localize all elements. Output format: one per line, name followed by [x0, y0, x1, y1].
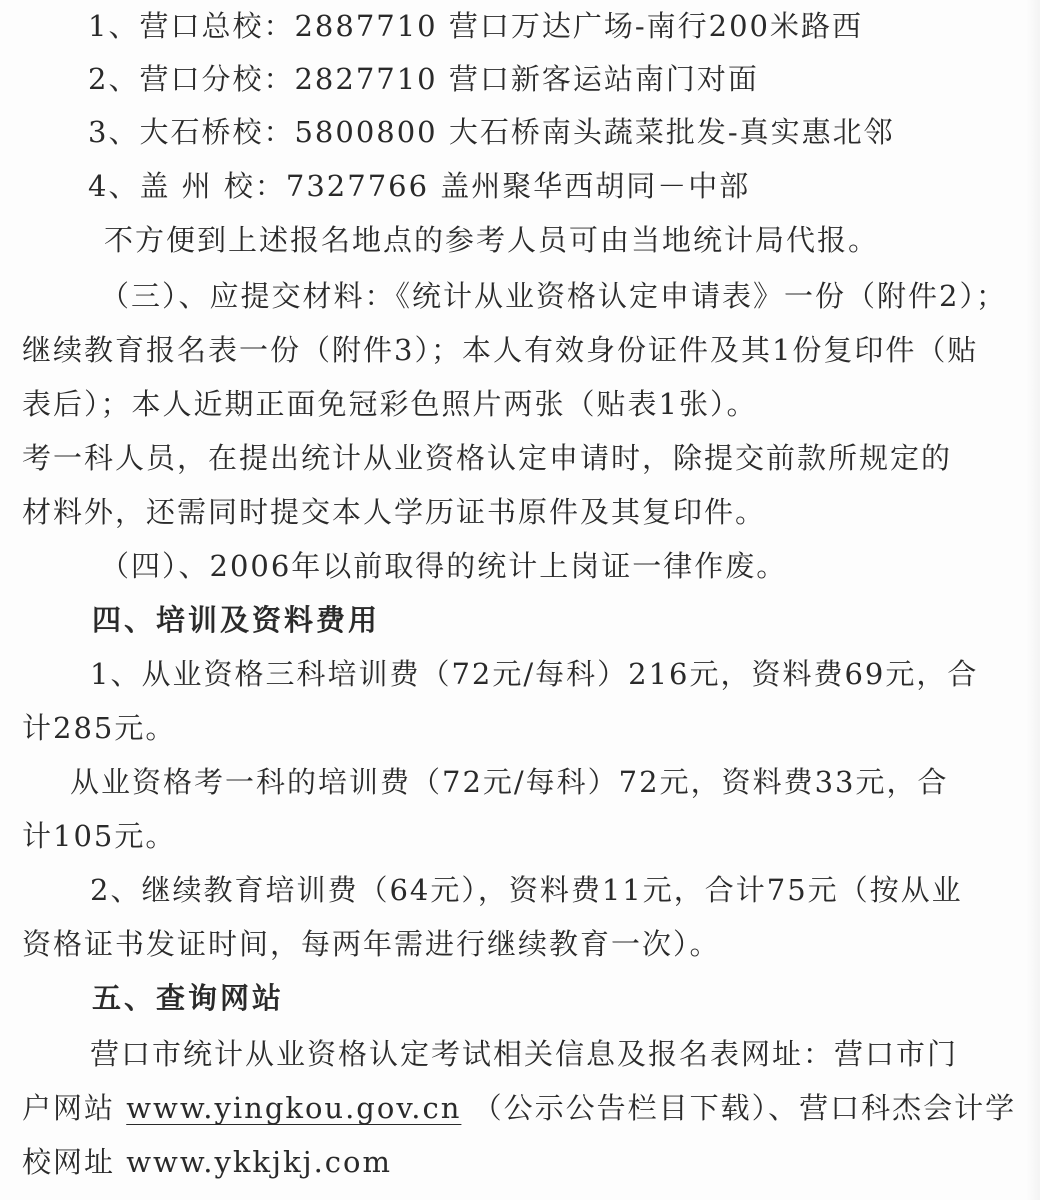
campus-phone: 2827710 [294, 62, 438, 96]
query-heading: 五、查询网站 [92, 981, 285, 1015]
campus-name: 营口分校： [139, 62, 295, 96]
campus-name: 盖 州 校： [139, 169, 286, 203]
registration-note: 不方便到上述报名地点的参考人员可由当地统计局代报。 [104, 223, 880, 257]
query-line-2-prefix: 户网站 [22, 1091, 116, 1125]
materials-line-2: 继续教育报名表一份（附件3）；本人有效身份证件及其1份复印件（贴 [22, 333, 979, 367]
fees-item-1b-line-2: 计105元。 [22, 819, 177, 853]
campus-address: 营口万达广场-南行200米路西 [448, 9, 863, 43]
fees-item-1b-line-1: 从业资格考一科的培训费（72元/每科）72元，资料费33元，合 [70, 765, 949, 799]
campus-item-1 [88, 0, 863, 53]
campus-phone: 2887710 [294, 9, 438, 43]
materials-line-4: 考一科人员，在提出统计从业资格认定申请时，除提交前款所规定的 [22, 441, 953, 475]
materials-line-3: 表后）；本人近期正面免冠彩色照片两张（贴表1张）。 [22, 387, 758, 421]
campus-number: 2、 [88, 62, 140, 96]
fees-item-1-line-2: 计285元。 [22, 711, 177, 745]
fees-item-2-line-2: 资格证书发证时间，每两年需进行继续教育一次）。 [22, 927, 721, 961]
query-line-2 [22, 1082, 1016, 1135]
campus-address: 盖州聚华西胡同－中部 [440, 169, 751, 203]
scan-edge-shadow [1026, 0, 1040, 1200]
fees-item-1-line-1: 1、从业资格三科培训费（72元/每科）216元，资料费69元，合 [90, 657, 979, 691]
campus-item-4 [88, 160, 750, 213]
campus-number: 4、 [88, 169, 140, 203]
campus-phone: 7327766 [285, 169, 430, 203]
query-line-3-prefix: 校网址 [22, 1145, 116, 1179]
query-line-1: 营口市统计从业资格认定考试相关信息及报名表网址：营口市门 [90, 1037, 959, 1071]
campus-item-3 [88, 106, 895, 159]
campus-phone: 5800800 [294, 115, 438, 149]
campus-address: 营口新客运站南门对面 [448, 62, 759, 96]
campus-item-2 [88, 53, 759, 106]
materials-line-1: （三）、应提交材料：《统计从业资格认定申请表》一份（附件2）； [100, 279, 1007, 313]
query-line-2-suffix: （公示公告栏目下载）、营口科杰会计学 [472, 1091, 1017, 1125]
campus-number: 3、 [88, 115, 140, 149]
fees-heading: 四、培训及资料费用 [92, 603, 381, 637]
campus-name: 营口总校： [139, 9, 295, 43]
query-line-3 [22, 1136, 392, 1189]
materials-line-5: 材料外，还需同时提交本人学历证书原件及其复印件。 [22, 495, 767, 529]
ykkjkj-url[interactable]: www.ykkjkj.com [126, 1145, 392, 1179]
yingkou-portal-link[interactable]: www.yingkou.gov.cn [126, 1091, 462, 1125]
fees-item-2-line-1: 2、继续教育培训费（64元），资料费11元，合计75元（按从业 [90, 873, 963, 907]
void-notice: （四）、2006年以前取得的统计上岗证一律作废。 [100, 549, 788, 583]
campus-number: 1、 [88, 9, 140, 43]
campus-name: 大石桥校： [139, 115, 295, 149]
campus-address: 大石桥南头蔬菜批发-真实惠北邻 [448, 115, 895, 149]
